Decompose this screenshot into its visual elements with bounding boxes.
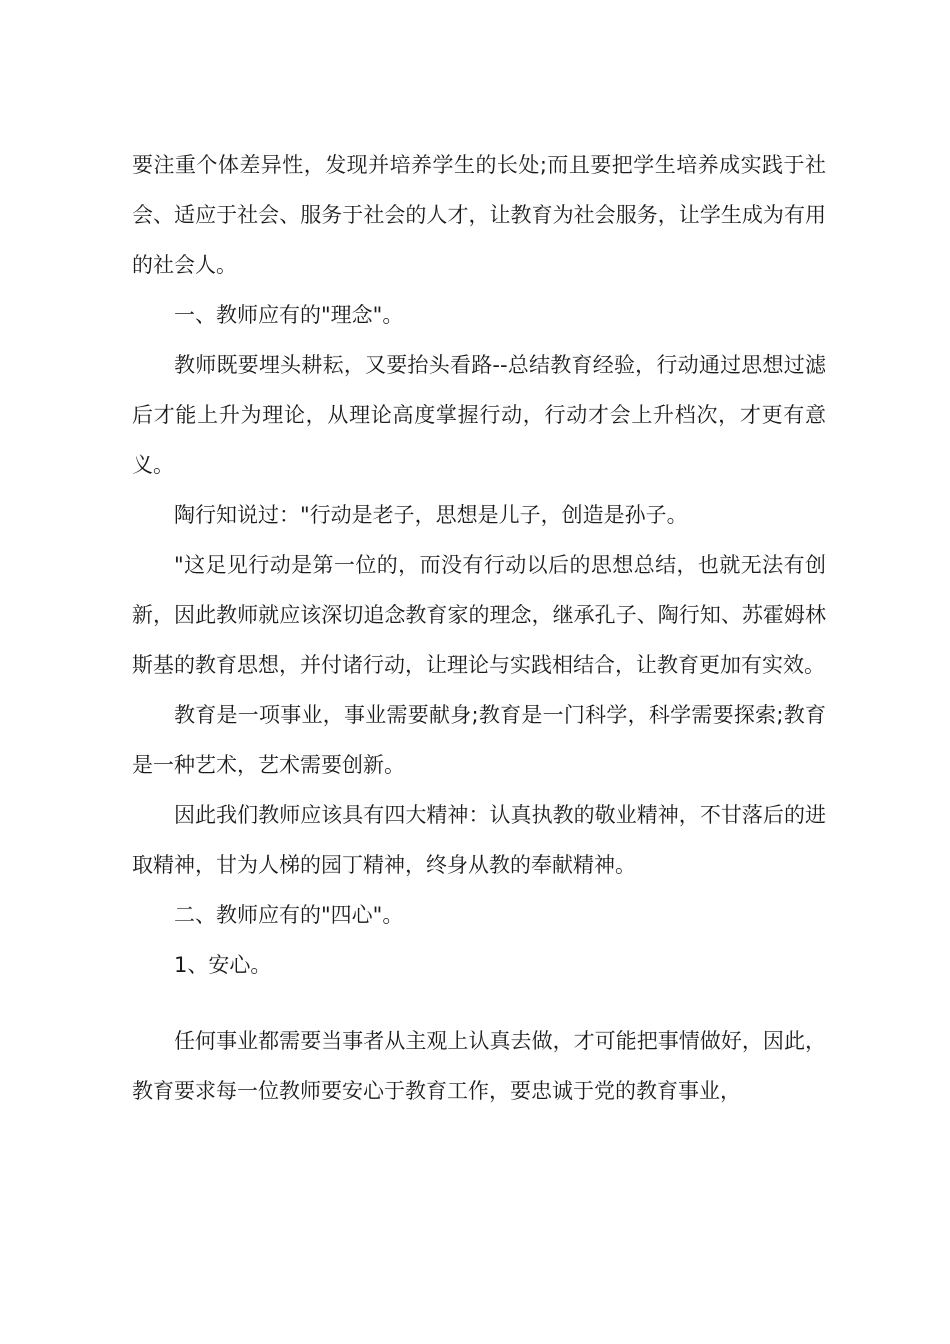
paragraph: 任何事业都需要当事者从主观上认真去做，才可能把事情做好，因此，教育要求每一位教师要安心于教育工作，要忠诚于党的教育事业， [132, 1029, 826, 1103]
paragraph: 教师既要埋头耕耘，又要抬头看路--总结教育经验，行动通过思想过滤后才能上升为理论，从理论高度掌握行动，行动才会上升档次，才更有意义。 [132, 353, 826, 477]
paragraph: 教育是一项事业，事业需要献身;教育是一门科学，科学需要探索;教育是一种艺术，艺术需要创新。 [132, 703, 826, 777]
paragraph: "这足见行动是第一位的，而没有行动以后的思想总结，也就无法有创新，因此教师就应该深切追念教育家的理念，继承孔子、陶行知、苏霍姆林斯基的教育思想，并付诸行动，让理论与实践相结合，让教育更加有实效。 [132, 553, 826, 677]
section-heading: 一、教师应有的"理念"。 [174, 303, 404, 327]
paragraph: 要注重个体差异性，发现并培养学生的长处;而且要把学生培养成实践于社会、适应于社会、服务于社会的人才，让教育为社会服务，让学生成为有用的社会人。 [132, 153, 826, 277]
sub-heading: 1、安心。 [174, 953, 272, 977]
paragraph: 因此我们教师应该具有四大精神：认真执教的敬业精神，不甘落后的进取精神，甘为人梯的园丁精神，终身从教的奉献精神。 [132, 803, 826, 877]
paragraph: 陶行知说过："行动是老子，思想是儿子，创造是孙子。 [174, 503, 688, 527]
document-body [132, 140, 826, 1116]
section-heading: 二、教师应有的"四心"。 [174, 903, 404, 927]
